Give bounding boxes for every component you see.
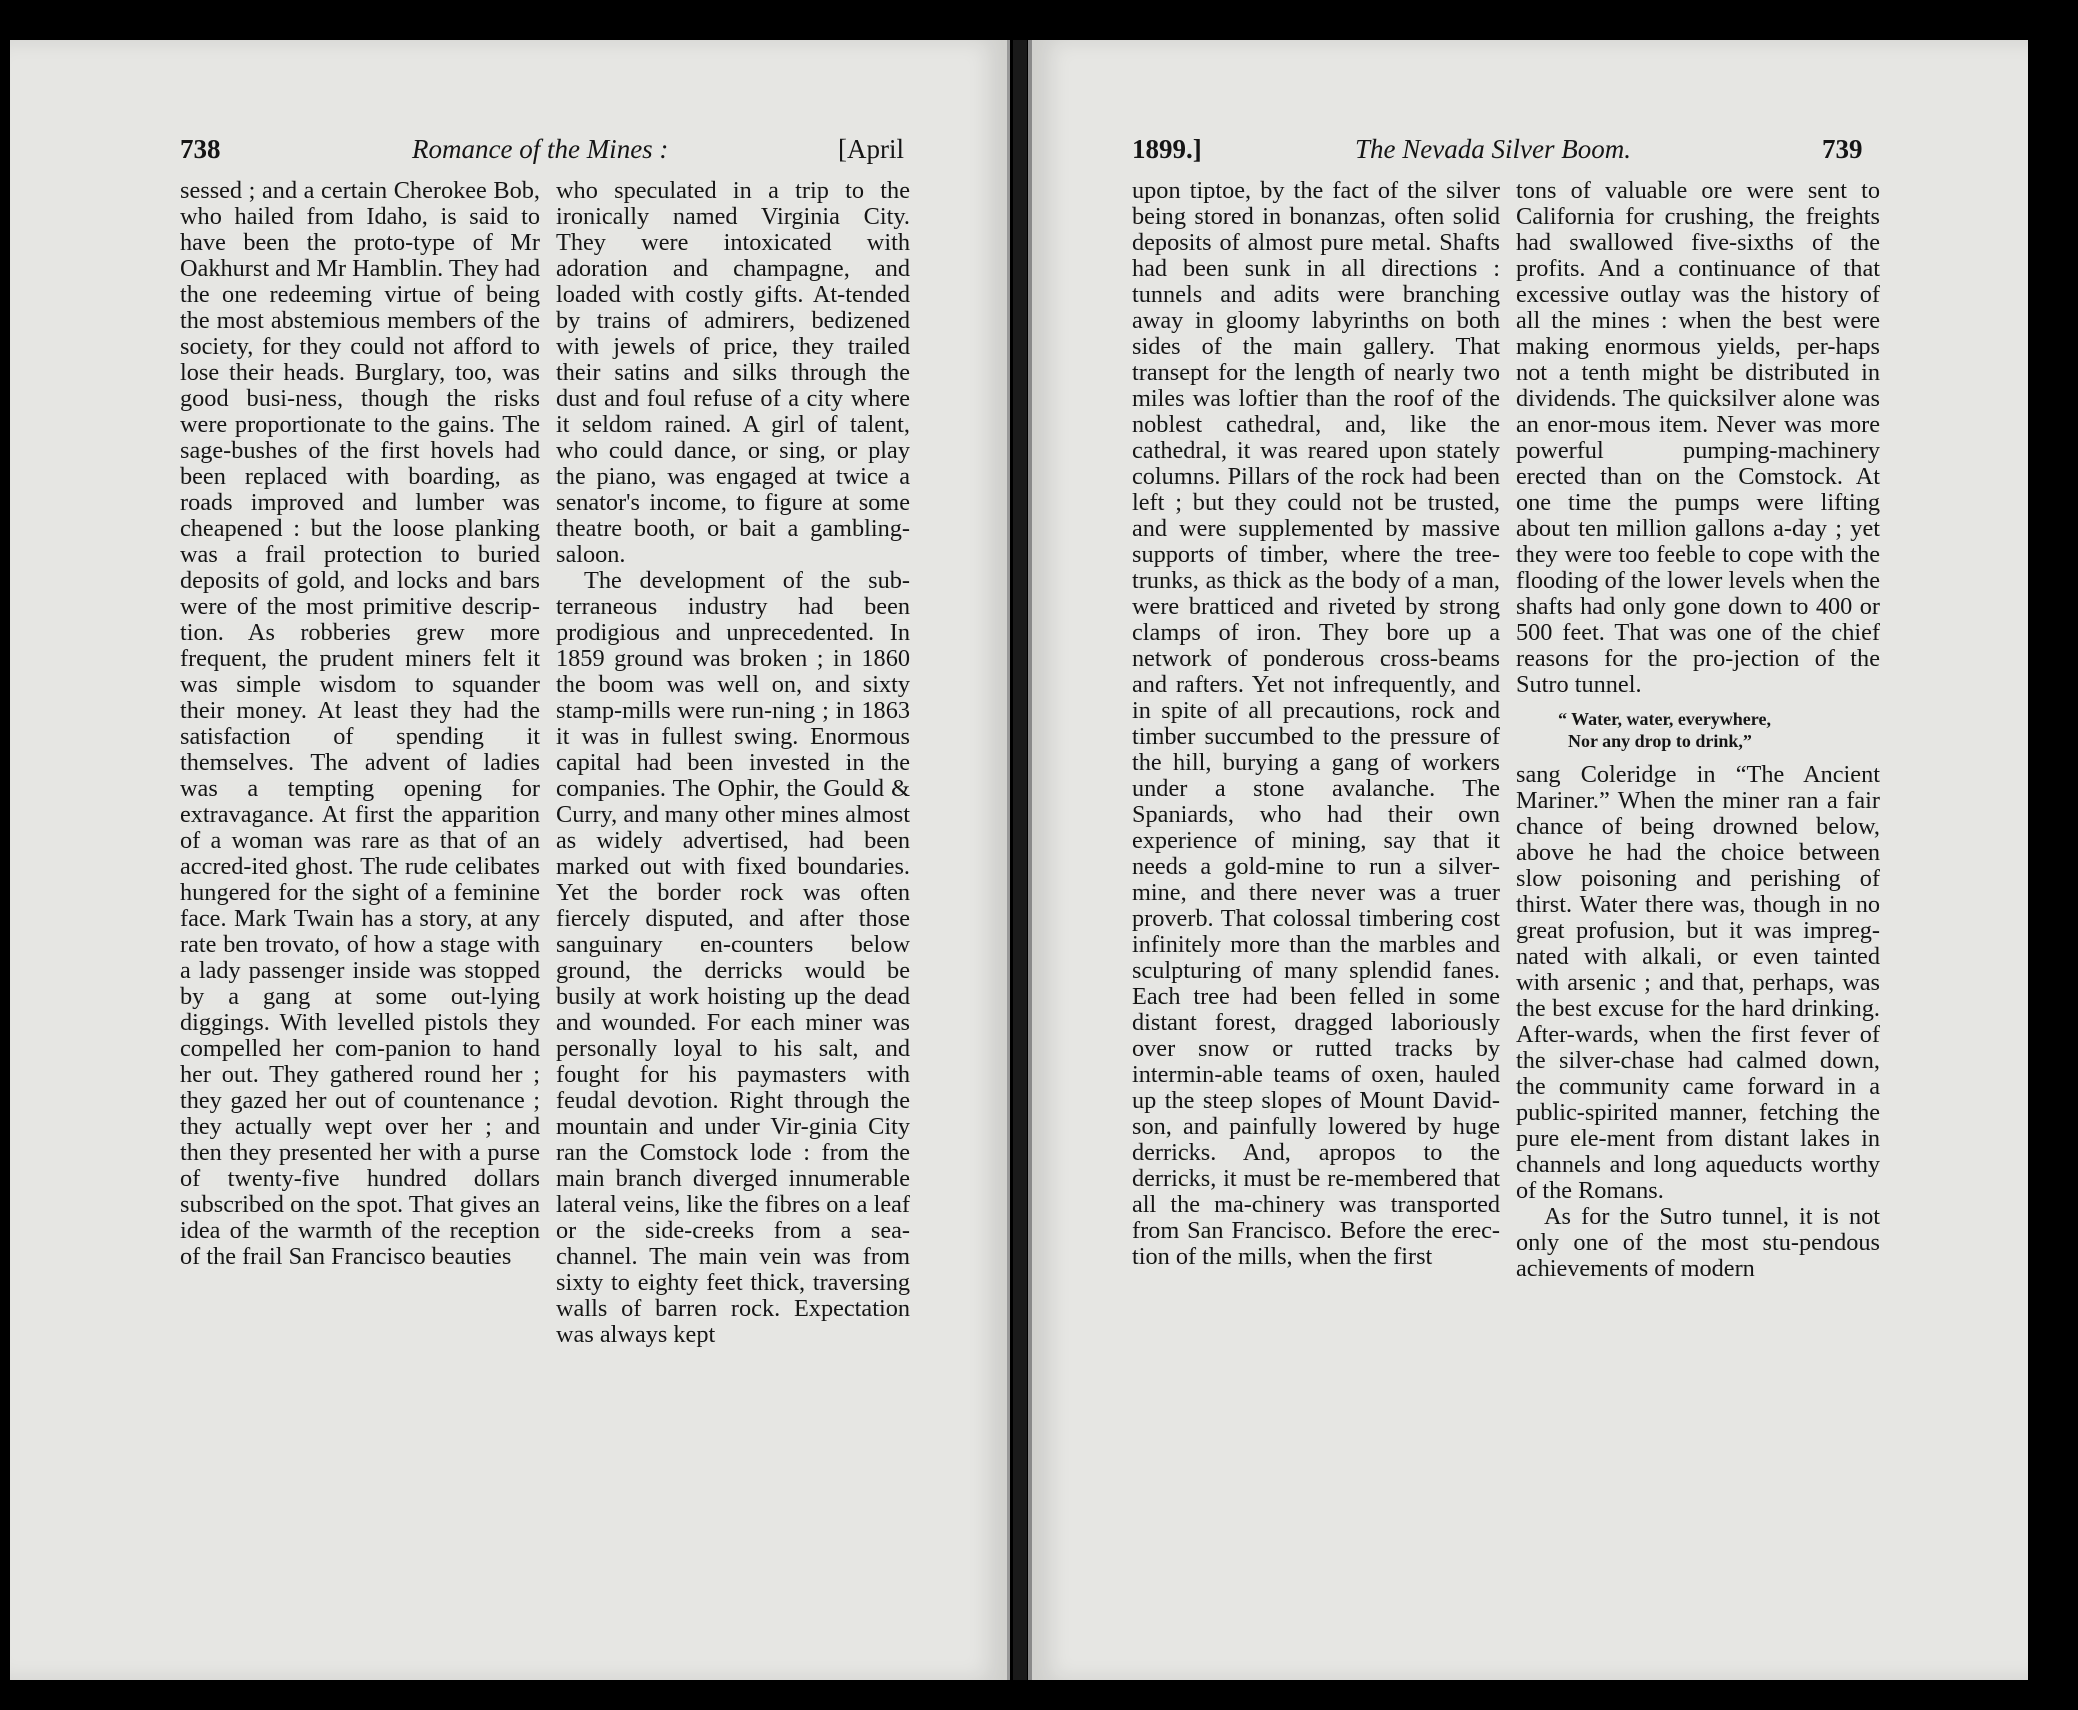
left-running-title: Romance of the Mines :	[412, 134, 669, 164]
right-column-2	[1516, 178, 1880, 1282]
paragraph: sang Coleridge in “The Ancient Mariner.” When the miner ran a fair chance of being drowned below, above he had the choice between slow poisoning and perishing of thirst. Water there was, though in no great profusion, but it was impreg-nated with alkali, or even tainted with arsenic ; and that, perhaps, was the best excuse for the hard drinking. After-wards, when the first fever of the silver-chase had calmed down, the community came forward in a public-spirited manner, fetching the pure ele-ment from distant lakes in channels and long aqueducts worthy of the Romans.	[1516, 761, 1880, 1204]
paragraph: sessed ; and a certain Cherokee Bob, who hailed from Idaho, is said to have been the proto-type of Mr Oakhurst and Mr Hamblin. They had the one redeeming virtue of being the most abstemious members of the society, for they could not afford to lose their heads. Burglary, too, was good busi-ness, though the risks were proportionate to the gains. The sage-bushes of the first hovels had been replaced with boarding, as roads improved and lumber was cheapened : but the loose planking was a frail protection to buried deposits of gold, and locks and bars were of the most primitive descrip-tion. As robberies grew more frequent, the prudent miners felt it was simple wisdom to squander their money. At least they had the satisfaction of spending it themselves. The advent of ladies was a tempting opening for extravagance. At first the apparition of a woman was rare as that of an accred-ited ghost. The rude celibates hungered for the sight of a feminine face. Mark Twain has a story, at any rate ben trovato, of how a stage with a lady passenger inside was stopped by a gang at some out-lying diggings. With levelled pistols they compelled her com-panion to hand her out. They gathered round her ; they gazed her out of countenance ; they actually wept over her ; and then they presented her with a purse of twenty-five hundred dollars subscribed on the spot. That gives an idea of the warmth of the reception of the frail San Francisco beauties	[180, 177, 540, 1270]
quote-line: “ Water, water, everywhere,	[1558, 709, 1771, 729]
left-column-1	[180, 178, 540, 1270]
left-issue-label: [April	[838, 134, 904, 164]
paragraph: who speculated in a trip to the ironically named Virginia City. They were intoxicated with adoration and champagne, and loaded with costly gifts. At-tended by trains of admirers, bedizened with jewels of price, they trailed their satins and silks through the dust and foul refuse of a city where it seldom rained. A girl of talent, who could dance, or sing, or play the piano, was engaged at twice a senator's income, to figure at some theatre booth, or bait a gambling-saloon.	[556, 177, 910, 568]
right-column-1	[1132, 178, 1500, 1270]
quote-line: Nor any drop to drink,”	[1568, 731, 1752, 751]
paragraph: tons of valuable ore were sent to California for crushing, the freights had swallowed five-sixths of the profits. And a continuance of that excessive outlay was the history of all the mines : when the best were making enormous yields, per-haps not a tenth might be distributed in dividends. The quicksilver alone was an enor-mous item. Never was more powerful pumping-machinery erected than on the Comstock. At one time the pumps were lifting about ten million gallons a-day ; yet they were too feeble to cope with the flooding of the lower levels when the shafts had only gone down to 400 or 500 feet. That was one of the chief reasons for the pro-jection of the Sutro tunnel.	[1516, 177, 1880, 698]
paragraph: As for the Sutro tunnel, it is not only one of the most stu-pendous achievements of modern	[1516, 1203, 1880, 1282]
left-column-2	[556, 178, 910, 1348]
right-year-label: 1899.]	[1132, 134, 1202, 164]
left-page-number: 738	[180, 134, 221, 164]
book-gutter	[1013, 40, 1027, 1680]
paragraph: upon tiptoe, by the fact of the silver being stored in bonanzas, often solid deposits of almost pure metal. Shafts had been sunk in all directions : tunnels and adits were branching away in gloomy labyrinths on both sides of the main gallery. That transept for the length of nearly two miles was loftier than the roof of the noblest cathedral, and, like the cathedral, it was reared upon stately columns. Pillars of the rock had been left ; but they could not be trusted, and were supplemented by massive supports of timber, where the tree-trunks, as thick as the body of a man, were bratticed and riveted by strong clamps of iron. They bore up a network of ponderous cross-beams and rafters. Yet not infrequently, and in spite of all precautions, rock and timber succumbed to the pressure of the hill, burying a gang of workers under a stone avalanche. The Spaniards, who had their own experience of mining, say that it needs a gold-mine to run a silver-mine, and there never was a truer proverb. That colossal timbering cost infinitely more than the marbles and sculpturing of many splendid fanes. Each tree had been felled in some distant forest, dragged laboriously over snow or rutted tracks by intermin-able teams of oxen, hauled up the steep slopes of Mount David-son, and painfully lowered by huge derricks. And, apropos to the derricks, it must be re-membered that all the ma-chinery was transported from San Francisco. Before the erec-tion of the mills, when the first	[1132, 177, 1500, 1270]
right-running-title: The Nevada Silver Boom.	[1355, 134, 1631, 164]
verse-quote	[1558, 708, 1880, 752]
right-page-number: 739	[1822, 134, 1863, 164]
paragraph: The development of the sub-terraneous industry had been prodigious and unprecedented. In 1859 ground was broken ; in 1860 the boom was well on, and sixty stamp-mills were run-ning ; in 1863 it was in fullest swing. Enormous capital had been invested in the companies. The Ophir, the Gould & Curry, and many other mines almost as widely advertised, had been marked out with fixed boundaries. Yet the border rock was often fiercely disputed, and after those sanguinary en-counters below ground, the derricks would be busily at work hoisting up the dead and wounded. For each miner was personally loyal to his salt, and fought for his paymasters with feudal devotion. Right through the mountain and under Vir-ginia City ran the Comstock lode : from the main branch diverged innumerable lateral veins, like the fibres on a leaf or the side-creeks from a sea-channel. The main vein was from sixty to eighty feet thick, traversing walls of barren rock. Expectation was always kept	[556, 567, 910, 1348]
